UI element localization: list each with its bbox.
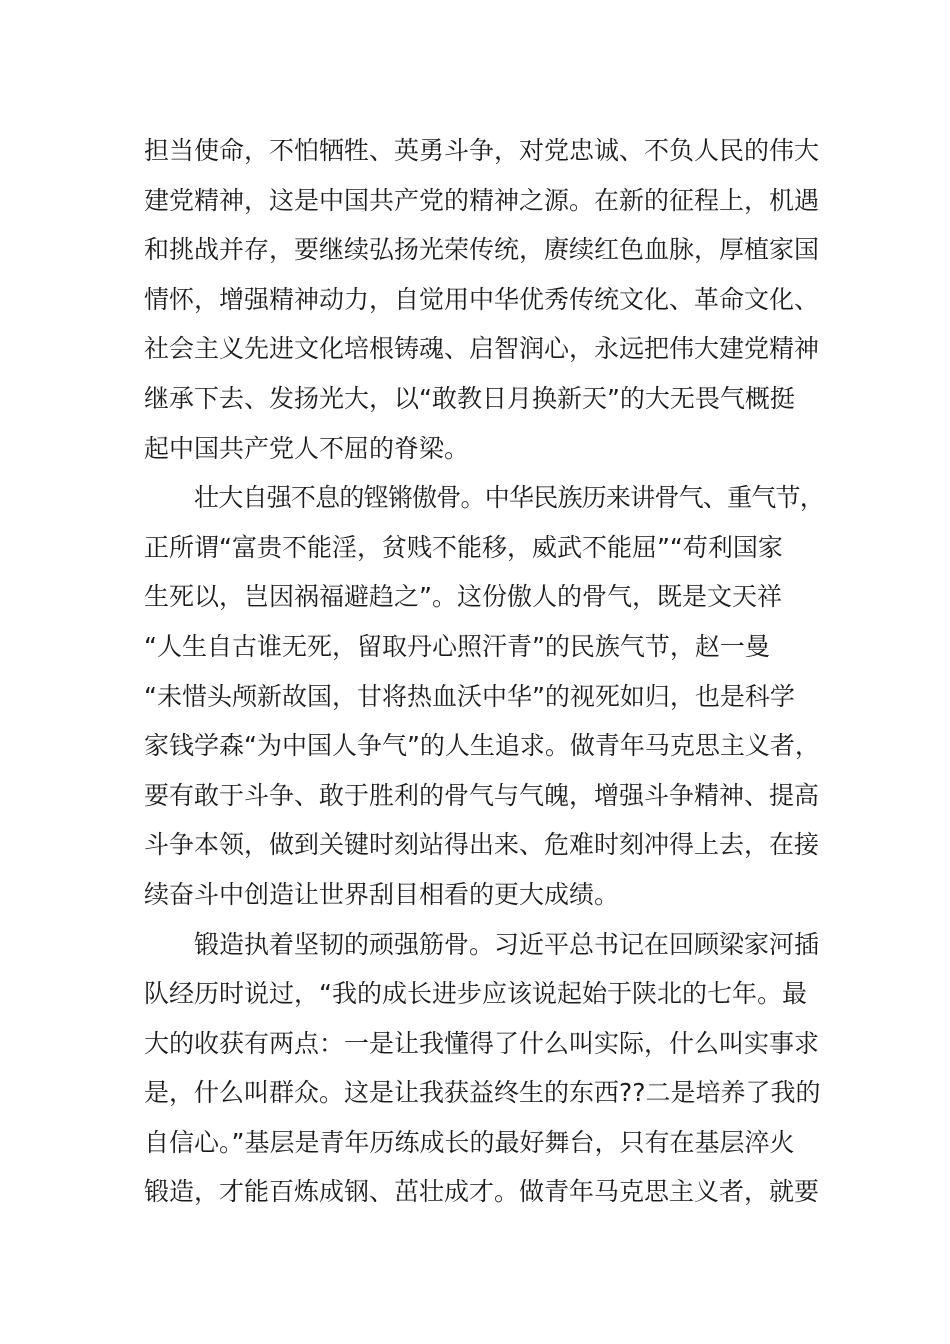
paragraph-first-line: 锻造执着坚韧的顽强筋骨。习近平总书记在回顾梁家河插	[194, 929, 820, 959]
text-line: “人生自古谁无死，留取丹心照汗青”的民族气节，赵一曼	[144, 631, 770, 661]
text-line: 斗争本领，做到关键时刻站得出来、危难时刻冲得上去，在接	[144, 830, 820, 860]
text-line: 生死以，岂因祸福避趋之”。这份傲人的骨气，既是文天祥	[144, 582, 782, 612]
document-body	[144, 126, 824, 1217]
text-line: 队经历时说过，“我的成长进步应该说起始于陕北的七年。最	[144, 979, 807, 1009]
text-line: 和挑战并存，要继续弘扬光荣传统，赓续红色血脉，厚植家国	[144, 235, 820, 265]
text-line: 家钱学森“为中国人争气”的人生追求。做青年马克思主义者，	[144, 731, 820, 761]
text-line: 是，什么叫群众。这是让我获益终生的东西??二是培养了我的	[144, 1078, 821, 1108]
text-line: 大的收获有两点：一是让我懂得了什么叫实际，什么叫实事求	[144, 1028, 820, 1058]
text-line: 继承下去、发扬光大，以“敢教日月换新天”的大无畏气概挺	[144, 383, 795, 413]
text-line: 担当使命，不怕牺牲、英勇斗争，对党忠诚、不负人民的伟大	[144, 136, 820, 165]
text-line: 正所谓“富贵不能淫，贫贱不能移，威武不能屈”“苟利国家	[144, 532, 783, 562]
text-line: 情怀，增强精神动力，自觉用中华优秀传统文化、革命文化、	[144, 284, 820, 314]
text-line: “未惜头颅新故国，甘将热血沃中华”的视死如归，也是科学	[144, 681, 795, 711]
text-line: 社会主义先进文化培根铸魂、启智润心，永远把伟大建党精神	[144, 334, 820, 364]
text-line: 起中国共产党人不屈的脊梁。	[144, 433, 470, 463]
text-line: 锻造，才能百炼成钢、茁壮成才。做青年马克思主义者，就要	[144, 1177, 820, 1207]
paragraph-first-line: 壮大自强不息的铿锵傲骨。中华民族历来讲骨气、重气节，	[194, 483, 825, 513]
text-line: 建党精神，这是中国共产党的精神之源。在新的征程上，机遇	[144, 185, 820, 215]
text-line: 自信心。”基层是青年历练成长的最好舞台，只有在基层淬火	[144, 1127, 795, 1157]
text-line: 要有敢于斗争、敢于胜利的骨气与气魄，增强斗争精神、提高	[144, 780, 820, 810]
text-line: 续奋斗中创造让世界刮目相看的更大成绩。	[144, 879, 620, 909]
